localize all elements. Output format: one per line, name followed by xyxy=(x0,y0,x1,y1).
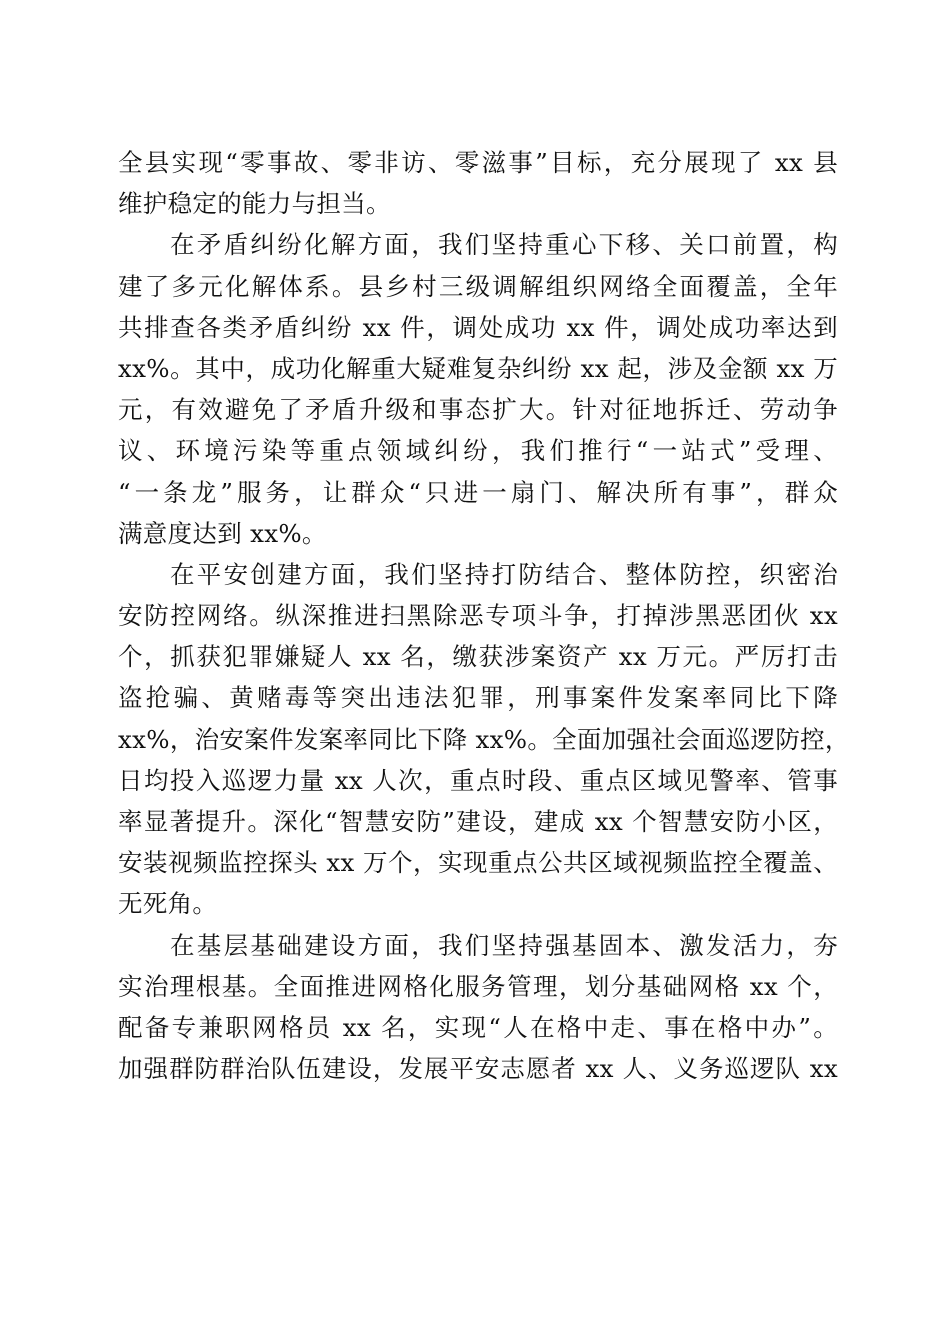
text-line: 个，抓获犯罪嫌疑人 xx 名，缴获涉案资产 xx 万元。严厉打击 xyxy=(118,642,838,672)
text-line: 元，有效避免了矛盾升级和事态扩大。针对征地拆迁、劳动争 xyxy=(118,395,838,425)
text-line: 维护稳定的能力与担当。 xyxy=(118,189,391,219)
text-line: 日均投入巡逻力量 xx 人次，重点时段、重点区域见警率、管事 xyxy=(118,765,838,795)
text-line: 满意度达到 xx%。 xyxy=(118,518,327,548)
text-line: “一条龙”服务，让群众“只进一扇门、解决所有事”，群众 xyxy=(118,477,838,507)
paragraph-start-line: 在基层基础建设方面，我们坚持强基固本、激发活力，夯 xyxy=(170,930,838,960)
text-line: 议、环境污染等重点领域纠纷，我们推行“一站式”受理、 xyxy=(118,436,838,466)
text-line: 安装视频监控探头 xx 万个，实现重点公共区域视频监控全覆盖、 xyxy=(118,848,838,878)
text-line: 实治理根基。全面推进网格化服务管理，划分基础网格 xx 个， xyxy=(118,971,838,1001)
text-line: 共排查各类矛盾纠纷 xx 件，调处成功 xx 件，调处成功率达到 xyxy=(118,312,838,342)
text-line: 率显著提升。深化“智慧安防”建设，建成 xx 个智慧安防小区， xyxy=(118,807,838,836)
text-line: 建了多元化解体系。县乡村三级调解组织网络全面覆盖，全年 xyxy=(118,271,838,301)
text-line: 加强群防群治队伍建设，发展平安志愿者 xx 人、义务巡逻队 xx xyxy=(118,1054,838,1084)
paragraph-start-line: 在平安创建方面，我们坚持打防结合、整体防控，织密治 xyxy=(170,559,838,589)
text-line: xx%，治安案件发案率同比下降 xx%。全面加强社会面巡逻防控， xyxy=(118,724,850,754)
text-line: 无死角。 xyxy=(118,889,218,919)
text-line: xx%。其中，成功化解重大疑难复杂纠纷 xx 起，涉及金额 xx 万 xyxy=(118,353,838,383)
text-line: 配备专兼职网格员 xx 名，实现“人在格中走、事在格中办”。 xyxy=(118,1012,838,1042)
document-body xyxy=(118,142,850,1089)
text-line: 盗抢骗、黄赌毒等突出违法犯罪，刑事案件发案率同比下降 xyxy=(118,683,838,713)
paragraph-start-line: 在矛盾纠纷化解方面，我们坚持重心下移、关口前置，构 xyxy=(170,230,838,260)
text-line: 安防控网络。纵深推进扫黑除恶专项斗争，打掉涉黑恶团伙 xx xyxy=(118,601,838,631)
text-line: 全县实现“零事故、零非访、零滋事”目标，充分展现了 xx 县 xyxy=(118,148,838,177)
